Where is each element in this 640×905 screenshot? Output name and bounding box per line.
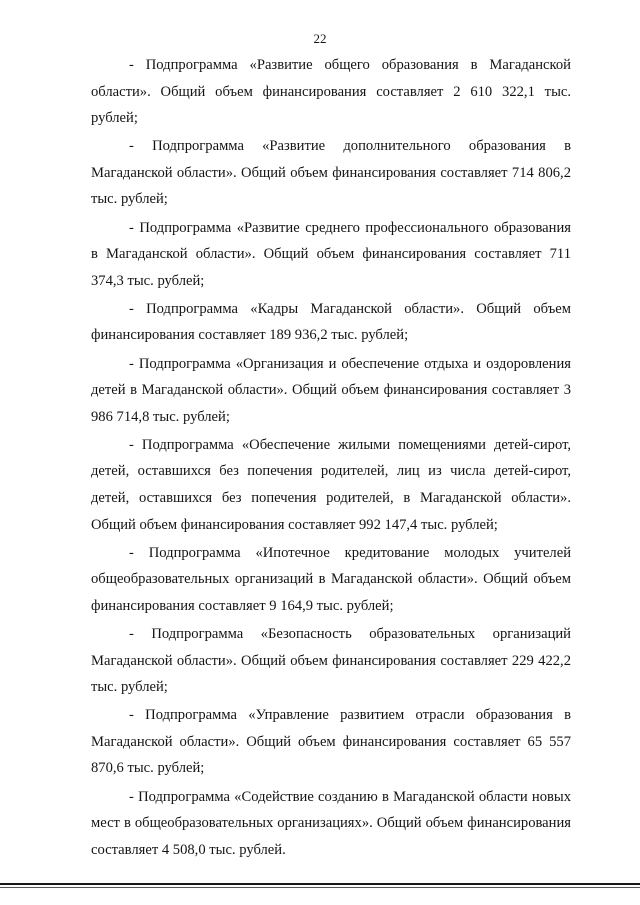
paragraph-teacher-mortgage: - Подпрограмма «Ипотечное кредитование молодых учителей общеобразовательных организаций в Магаданской области». Общий объем финансирования составляет 9 164,9 тыс. рублей; — [91, 544, 571, 614]
paragraph-orphan-housing: - Подпрограмма «Обеспечение жилыми помещениями детей-сирот, детей, оставшихся без попечения родителей, лиц из числа детей-сирот, детей, оставшихся без попечения родителей, в Магаданской области». Общий объем финансирования составляет 992 147,4 тыс. рублей; — [91, 436, 571, 533]
page-number: 22 — [313, 31, 327, 46]
bottom-border-line-secondary — [0, 887, 640, 888]
paragraph-additional-education: - Подпрограмма «Развитие дополнительного образования в Магаданской области». Общий объем финансирования составляет 714 806,2 тыс. рублей; — [91, 138, 571, 208]
bottom-border-line — [0, 883, 640, 885]
paragraph-school-safety: - Подпрограмма «Безопасность образовательных организаций Магаданской области». Общий объем финансирования составляет 229 422,2 тыс. рублей; — [91, 625, 571, 696]
paragraph-general-education: - Подпрограмма «Развитие общего образования в Магаданской области». Общий объем финансирования составляет 2 610 322,1 тыс. рублей; — [91, 57, 571, 127]
paragraph-new-school-places: - Подпрограмма «Содействие созданию в Магаданской области новых мест в общеобразовательных организациях». Общий объем финансирования составляет 4 508,0 тыс. рублей. — [91, 788, 571, 858]
paragraph-vocational-education: - Подпрограмма «Развитие среднего профессионального образования в Магаданской области». Общий объем финансирования составляет 711 374,3 тыс. рублей; — [91, 219, 571, 289]
document-body — [91, 52, 571, 865]
paragraph-personnel: - Подпрограмма «Кадры Магаданской области». Общий объем финансирования составляет 189 936,2 тыс. рублей; — [91, 300, 571, 344]
paragraph-children-recreation: - Подпрограмма «Организация и обеспечение отдыха и оздоровления детей в Магаданской области». Общий объем финансирования составляет 3 986 714,8 тыс. рублей; — [91, 355, 571, 425]
paragraph-education-management: - Подпрограмма «Управление развитием отрасли образования в Магаданской области». Общий объем финансирования составляет 65 557 870,6 тыс. рублей; — [91, 707, 571, 777]
